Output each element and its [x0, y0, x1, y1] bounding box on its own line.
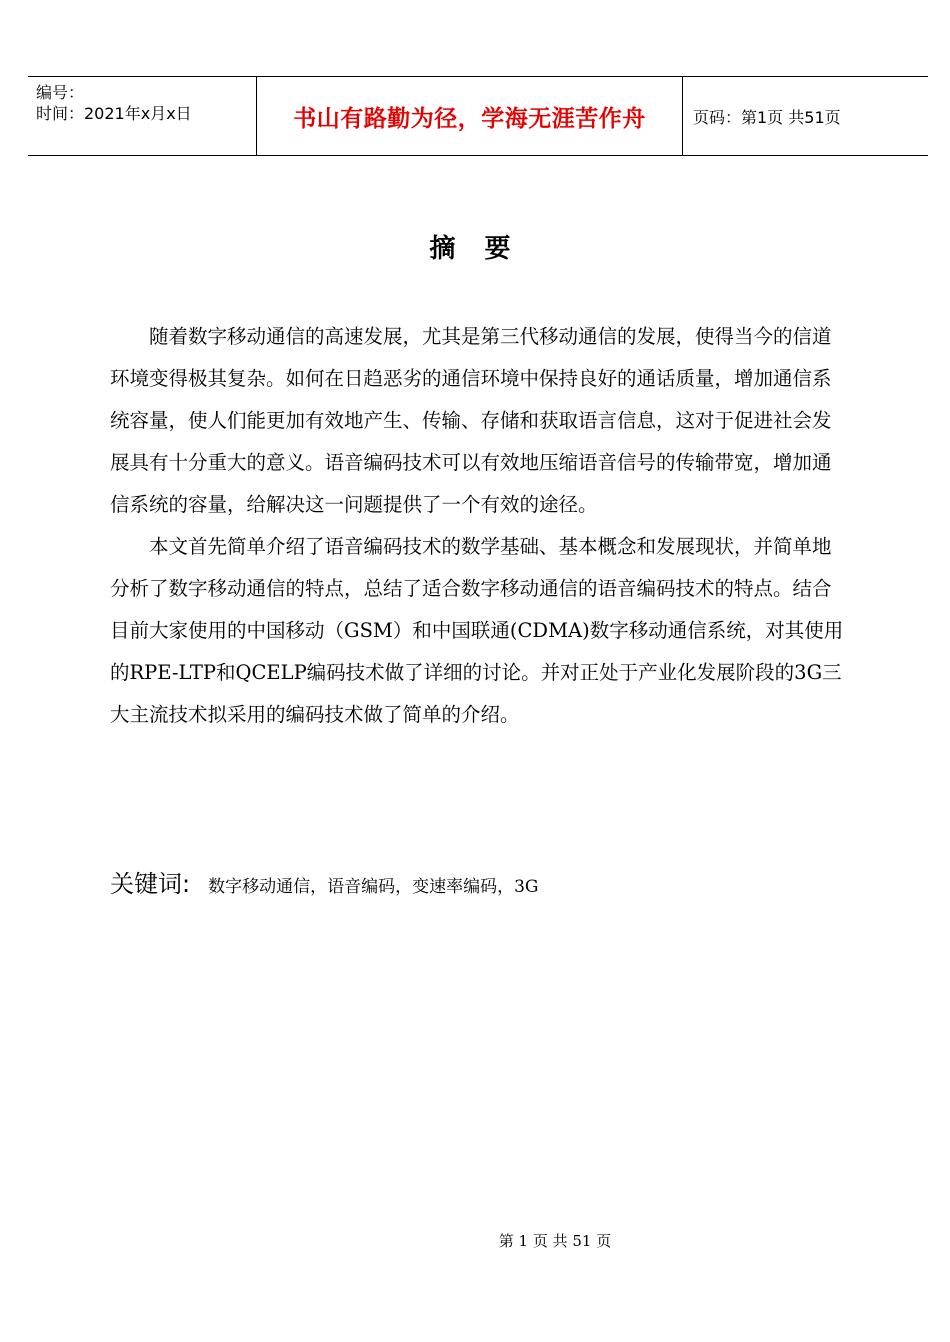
keywords-value: 数字移动通信，语音编码，变速率编码，3G [208, 877, 539, 897]
serial-number-label: 编号： [36, 83, 85, 102]
abstract-paragraph-2: 本文首先简单介绍了语音编码技术的数学基础、基本概念和发展现状，并简单地分析了数字移动通信的特点，总结了适合数字移动通信的语音编码技术的特点。结合目前大家使用的中国移动（GSM）和中国联通(CDMA)数字移动通信系统，对其使用的RPE-LTP和QCELP编码技术做了详细的讨论。并对正处于产业化发展阶段的3G三大主流技术拟采用的编码技术做了简单的介绍。 [110, 535, 844, 726]
header-meta [28, 77, 257, 155]
abstract-paragraph-1: 随着数字移动通信的高速发展，尤其是第三代移动通信的发展，使得当今的信道环境变得极其复杂。如何在日趋恶劣的通信环境中保持良好的通话质量，增加通信系统容量，使人们能更加有效地产生、传输、存储和获取语言信息，这对于促进社会发展具有十分重大的意义。语音编码技术可以有效地压缩语音信号的传输带宽，增加通信系统的容量，给解决这一问题提供了一个有效的途径。 [110, 325, 832, 516]
header-motto: 书山有路勤为径，学海无涯苦作舟 [257, 77, 683, 155]
header-page-info: 页码：第1页 共51页 [693, 107, 841, 127]
abstract-body [110, 316, 850, 736]
keywords-label: 关键词: [110, 870, 191, 898]
keywords-section [110, 864, 850, 899]
page-footer: 第 1 页 共 51 页 [498, 1232, 612, 1250]
document-header [28, 76, 928, 156]
abstract-title: 摘 要 [429, 234, 521, 264]
time-label: 时间：2021年x月x日 [36, 104, 192, 123]
